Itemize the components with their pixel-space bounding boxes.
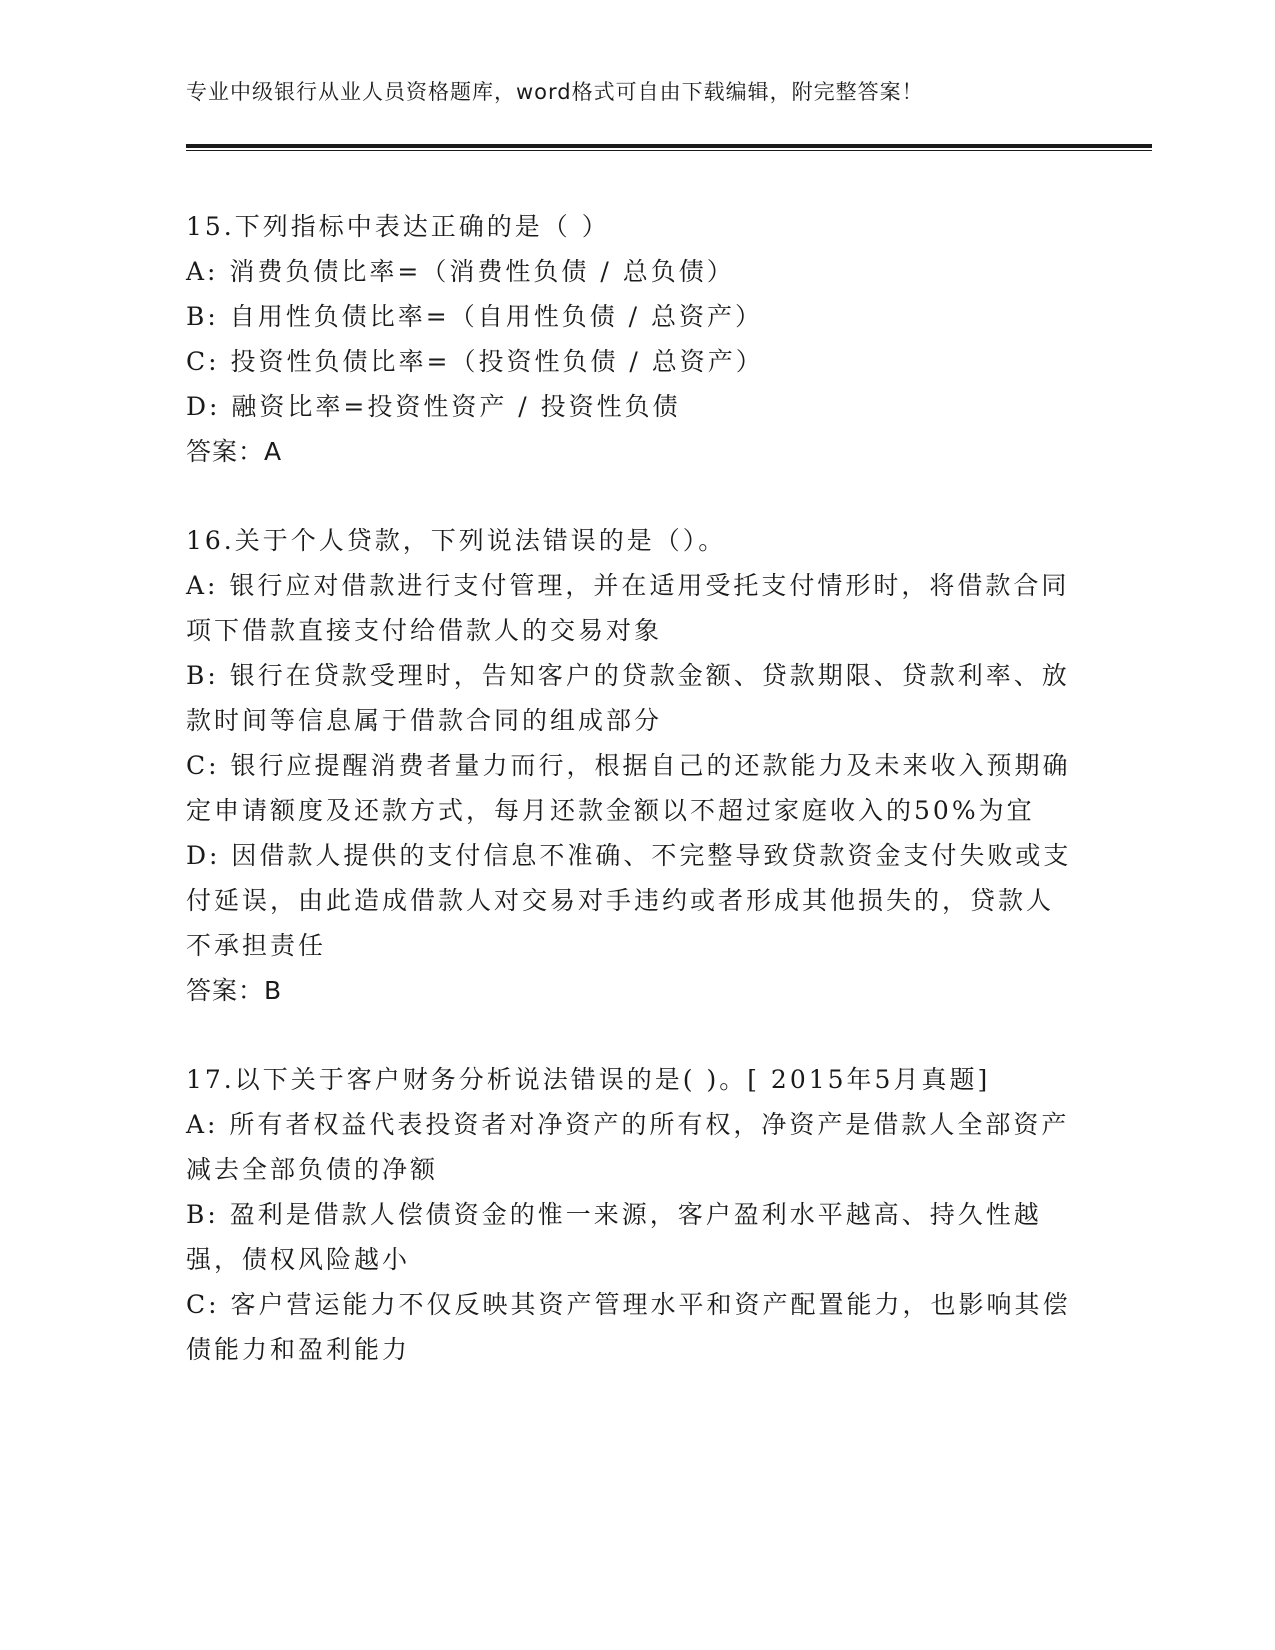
question-list	[186, 204, 1076, 1416]
option-a: A: 银行应对借款进行支付管理，并在适用受托支付情形时，将借款合同项下借款直接支付给借款人的交易对象	[186, 571, 1070, 645]
question-15	[186, 204, 1076, 474]
option-c: C: 投资性负债比率=（投资性负债 / 总资产）	[186, 347, 764, 376]
question-16	[186, 518, 1076, 1013]
answer-label: 答案：A	[186, 437, 283, 466]
option-d: D: 融资比率=投资性资产 / 投资性负债	[186, 392, 681, 421]
answer-label: 答案：B	[186, 976, 283, 1005]
header-divider	[186, 144, 1152, 148]
option-b: B: 银行在贷款受理时，告知客户的贷款金额、贷款期限、贷款利率、放款时间等信息属于借款合同的组成部分	[186, 661, 1070, 735]
option-c: C: 客户营运能力不仅反映其资产管理水平和资产配置能力，也影响其偿债能力和盈利能力	[186, 1290, 1071, 1364]
option-a: A: 消费负债比率=（消费性负债 / 总负债）	[186, 257, 735, 286]
option-b: B: 盈利是借款人偿债资金的惟一来源，客户盈利水平越高、持久性越强，债权风险越小	[186, 1200, 1042, 1274]
question-stem: 17.以下关于客户财务分析说法错误的是( )。[ 2015年5月真题]	[186, 1065, 991, 1094]
option-d: D: 因借款人提供的支付信息不准确、不完整导致贷款资金支付失败或支付延误，由此造成借款人对交易对手违约或者形成其他损失的，贷款人不承担责任	[186, 841, 1072, 960]
header-divider-thin	[186, 150, 1152, 151]
option-a: A: 所有者权益代表投资者对净资产的所有权，净资产是借款人全部资产减去全部负债的净额	[186, 1110, 1070, 1184]
question-stem: 16.关于个人贷款，下列说法错误的是（）。	[186, 526, 727, 555]
option-c: C: 银行应提醒消费者量力而行，根据自己的还款能力及未来收入预期确定申请额度及还款方式，每月还款金额以不超过家庭收入的50%为宜	[186, 751, 1071, 825]
question-17	[186, 1057, 1076, 1372]
question-stem: 15.下列指标中表达正确的是（ ）	[186, 212, 610, 241]
option-b: B: 自用性负债比率=（自用性负债 / 总资产）	[186, 302, 764, 331]
page-header: 专业中级银行从业人员资格题库，word格式可自由下载编辑，附完整答案！	[186, 80, 924, 104]
